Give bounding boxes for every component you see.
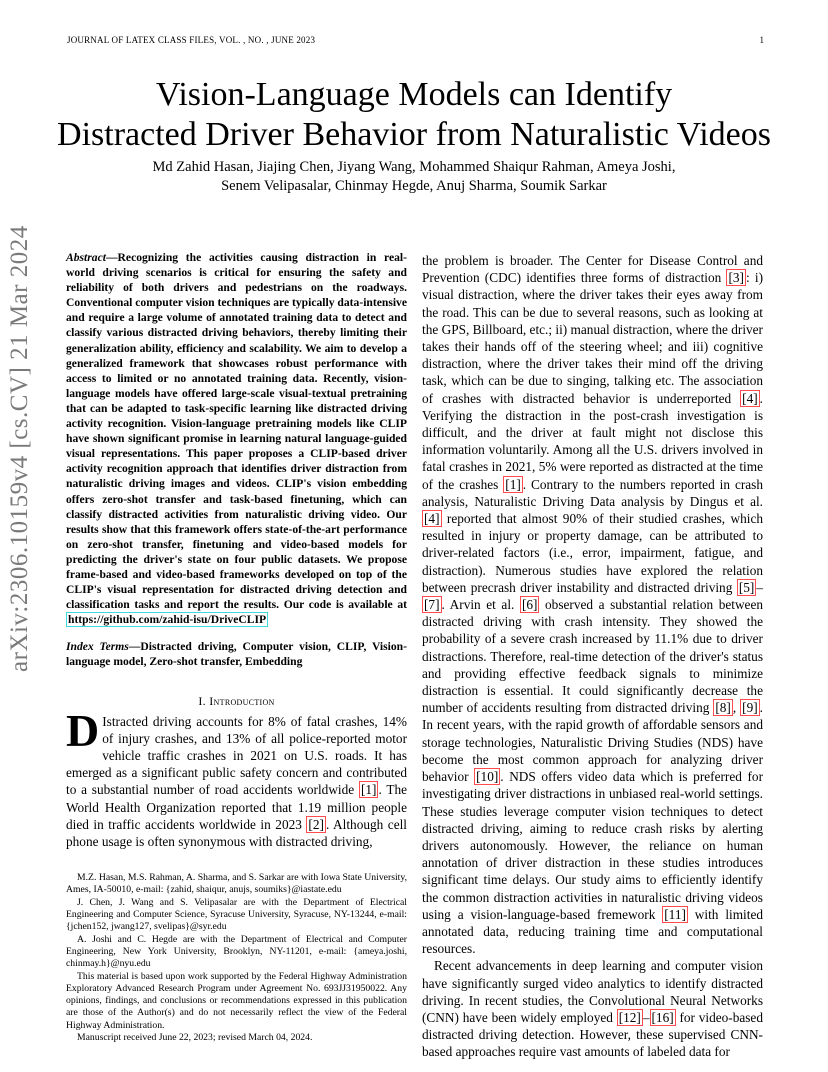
abstract-text: —Recognizing the activities causing distraction in real-world driving scenarios is critical for ensuring the safety and reliability of both drivers and pedestrians on the roadways. Conventional computer vision techniques are typically data-intensive and require a large volume of annotated training data to detect and classify various distracted driving behaviors, thereby limiting their generalization ability, efficiency and scalability. We aim to develop a generalized framework that showcases robust performance with access to limited or no annotated training data. Recently, vision-language models have offered large-scale visual-textual pretraining that can be adapted to task-specific learning like distracted driving activity recognition. Vision-language pretraining models like CLIP have shown significant promise in learning natural language-guided visual representations. This paper proposes a CLIP-based driver activity recognition approach that identifies driver distraction from naturalistic driving images and videos. CLIP's vision embedding offers zero-shot transfer and task-based finetuning, which can classify distracted activities from naturalistic driving video. Our results show that this framework offers state-of-the-art performance on zero-shot transfer, finetuning and video-based models for predicting the driver's state on four public datasets. We propose frame-based and video-based frameworks developed on top of the CLIP's visual representation for distracted driving detection and classification tasks and report the results. Our code is available at (66, 251, 407, 612)
title-line-2: Distracted Driver Behavior from Naturalistic Videos (57, 116, 771, 153)
authors-line-1: Md Zahid Hasan, Jiajing Chen, Jiyang Wang, Mohammed Shaiqur Rahman, Ameya Joshi, (152, 159, 676, 175)
text-segment: . Contrary to the numbers reported in crash analysis, Naturalistic Driving Data analysis by Dingus et al. (422, 476, 763, 509)
left-column (66, 250, 407, 1044)
text-segment: – (756, 579, 763, 595)
text-segment: Recent advancements in deep learning and computer vision have significantly surged video analytics to identify distracted driving. In recent studies, the Convolutional Neural Networks (CNN) have been widely employed (422, 958, 763, 1025)
intro-text-3: . Although cell phone usage is often synonymous with distracted driving, (66, 816, 408, 849)
page-number: 1 (759, 35, 764, 45)
text-segment: : i) visual distraction, where the driver takes their eyes away from the road. This can be due to several reasons, such as looking at the GPS, Billboard, etc.; ii) manual distraction, where the driver takes their hands off of the steering wheel; and iii) cognitive distraction, where the driver takes their mind off the driving task, which can be due to singing, talking etc. The association of crashes with distracted behavior is underreported (422, 270, 763, 406)
footnotes (66, 872, 407, 1044)
intro-paragraph (66, 704, 408, 851)
section-heading (66, 694, 407, 709)
footnote-affiliation-syracuse: J. Chen, J. Wang and S. Velipasalar are with the Department of Electrical Engineering and Computer Science, Syracuse University, Syracuse, NY-13244, e-mail: {jchen152, jwang127, svelipas}@syr.edu (66, 896, 407, 933)
text-segment: reported that almost 90% of their studied crashes, which resulted in injury or property damage, can be attributed to driver-related factors (i.e., error, impairment, fatigue, and distraction). Numerous studies have explored the relation between precrash driver instability and distracted driving (422, 511, 763, 595)
citation-link[interactable]: [2] (308, 816, 324, 832)
code-link[interactable]: https://github.com/zahid-isu/DriveCLIP (68, 613, 267, 627)
title-line-1: Vision-Language Models can Identify (155, 76, 673, 113)
intro-text-1: Istracted driving accounts for 8% of fatal crashes, 14% of injury crashes, and 13% of all police-reported motor vehicle traffic crashes in 2021 on U.S. roads. It has emerged as a significant public safety concern and contributed to a substantial number of road accidents worldwide (66, 713, 407, 798)
footnote-affiliation-iastate: M.Z. Hasan, M.S. Rahman, A. Sharma, and S. Sarkar are with Iowa State University, Ames, IA-50010, e-mail: {zahid, shaiqur, anujs, soumiks}@iastate.edu (66, 872, 407, 896)
citation-link[interactable]: [1] (360, 782, 377, 798)
index-terms (66, 639, 407, 669)
text-segment: – (642, 1009, 650, 1025)
citation-link[interactable]: [11] (664, 906, 686, 922)
text-segment: the problem is broader. The Center for Disease Control and Prevention (CDC) identifies three forms of distraction (422, 253, 763, 286)
citation-link[interactable]: [10] (476, 769, 499, 785)
citation-link[interactable]: [8] (715, 700, 731, 716)
author-list (40, 158, 788, 196)
paper-title (40, 75, 788, 155)
index-terms-text: —Distracted driving, Computer vision, CLIP, Vision-language model, Zero-shot transfer, Embedding (66, 640, 407, 669)
intro-text-2: . The World Health Organization reported that 1.19 million people died in traffic accidents worldwide in 2023 (66, 782, 407, 832)
footnote-manuscript-dates: Manuscript received June 22, 2023; revised March 04, 2024. (77, 1032, 313, 1044)
footnote-funding: This material is based upon work supported by the Federal Highway Administration Exploratory Advanced Research Program under Agreement No. 693JJ31950022. Any opinions, findings, and conclusions or recommendations expressed in this publication are those of the Author(s) and do not necessarily reflect the view of the Federal Highway Administration. (66, 970, 407, 1031)
text-segment: . Verifying the distraction in the post-crash investigation is difficult, and the driver at fault might not disclose this information voluntarily. Among all the U.S. drivers involved in fatal crashes in 2021, 5% were reported as distracted at the time of the crashes (422, 390, 763, 492)
text-segment: . In recent years, with the rapid growth of affordable sensors and storage technologies, Naturalistic Driving Studies (NDS) have become the most common approach for analyzing driver behavior (422, 700, 763, 785)
text-segment: observed a substantial relation between distracted driving with crash intensity. They showed the probability of a severe crash increased by 11.1% due to driver distractions. Therefore, real-time detection of the driver's status and providing effective feedback signals to minimize distraction is essential. It could significantly decrease the number of accidents resulting from distracted driving (422, 597, 763, 716)
text-segment: . NDS offers video data which is preferred for investigating driver distractions in unbiased real-world settings. These studies leverage computer vision techniques to detect distracted driving, aiming to reduce crash risks by alerting drivers autonomously. However, the reliance on human annotation of driver distraction in these studies introduces significant time delays. Our study aims to efficiently identify the common distraction activities in naturalistic driving videos using a vision-language-based fremework (422, 769, 763, 922)
citation-link[interactable]: [12] (618, 1009, 641, 1025)
drop-cap: D (66, 704, 100, 756)
abstract-label: Abstract (66, 251, 106, 264)
citation-link[interactable]: [3] (728, 270, 744, 286)
abstract (66, 250, 407, 627)
section-title: Introduction (209, 693, 275, 708)
citation-link[interactable]: [5] (738, 579, 755, 595)
authors-line-2: Senem Velipasalar, Chinmay Hegde, Anuj Sharma, Soumik Sarkar (221, 178, 607, 194)
citation-link[interactable]: [1] (505, 476, 521, 492)
index-terms-label: Index Terms (66, 640, 129, 654)
text-segment: , (732, 700, 741, 716)
text-segment: with limited annotated data, reducing training time and computational resources. (422, 906, 763, 957)
running-header: JOURNAL OF LATEX CLASS FILES, VOL. , NO. , JUNE 2023 (67, 35, 316, 45)
related-work-paragraph (422, 957, 763, 1060)
text-segment: for video-based distracted driving detection. However, these supervised CNN-based approaches require vast amounts of labeled data for (422, 1009, 763, 1060)
citation-link[interactable]: [4] (742, 390, 758, 406)
right-column (422, 252, 763, 1061)
citation-link[interactable]: [7] (424, 597, 440, 613)
footnote-affiliation-nyu: A. Joshi and C. Hegde are with the Department of Electrical and Computer Engineering, New York University, Brooklyn, NY-11201, e-mail: {ameya.joshi, chinmay.h}@nyu.edu (66, 933, 407, 970)
intro-paragraph-continued (422, 252, 763, 957)
citation-link[interactable]: [4] (424, 511, 440, 527)
citation-link[interactable]: [16] (651, 1009, 674, 1025)
text-segment: . Arvin et al. (441, 597, 520, 613)
arxiv-identifier: arXiv:2306.10159v4 [cs.CV] 21 Mar 2024 (6, 225, 33, 672)
citation-link[interactable]: [6] (521, 597, 538, 613)
section-number: I. (198, 693, 206, 708)
citation-link[interactable]: [9] (742, 700, 758, 716)
